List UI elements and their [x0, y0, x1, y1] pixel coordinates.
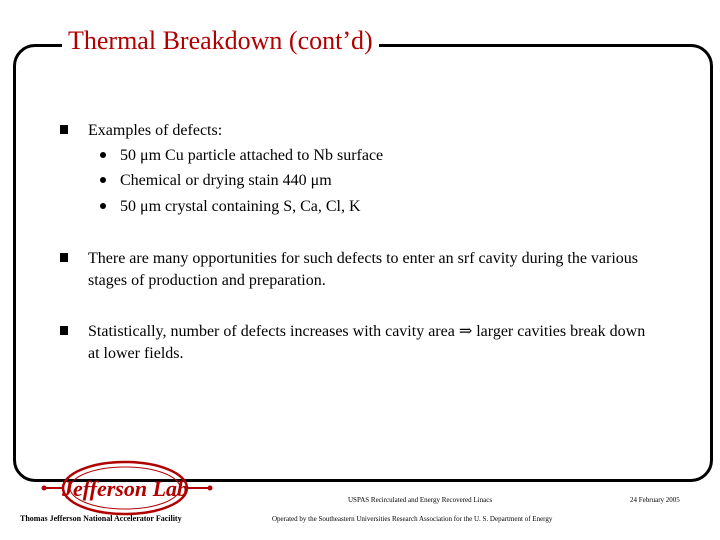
logo-text: Jefferson Lab	[61, 476, 189, 501]
sub-bullet-text: Chemical or drying stain 440 μm	[120, 172, 332, 189]
jefferson-lab-logo	[40, 458, 215, 518]
square-bullet-icon	[60, 326, 68, 335]
round-bullet-icon	[100, 203, 106, 209]
sub-bullet-text: 50 μm Cu particle attached to Nb surface	[120, 147, 384, 164]
bullet-text: There are many opportunities for such defects to enter an srf cavity during the various stages of production and preparation.	[88, 250, 639, 289]
footer-course: USPAS Recirculated and Energy Recovered Linacs	[348, 496, 493, 504]
footer-date: 24 February 2005	[630, 496, 680, 504]
footer-organization: Thomas Jefferson National Accelerator Facility	[20, 514, 182, 523]
round-bullet-icon	[100, 177, 106, 183]
bullet-text: Statistically, number of defects increases with cavity area ⇒ larger cavities break down at lower fields.	[88, 323, 646, 362]
slide-title: Thermal Breakdown (cont’d)	[62, 24, 379, 58]
sub-bullet-text: 50 μm crystal containing S, Ca, Cl, K	[120, 198, 361, 215]
square-bullet-icon	[60, 125, 68, 134]
round-bullet-icon	[100, 152, 106, 158]
bullet-text: Examples of defects:	[88, 122, 223, 139]
square-bullet-icon	[60, 253, 68, 262]
footer-operator: Operated by the Southeastern Universities Research Association for the U. S. Department of Energy	[272, 515, 553, 523]
